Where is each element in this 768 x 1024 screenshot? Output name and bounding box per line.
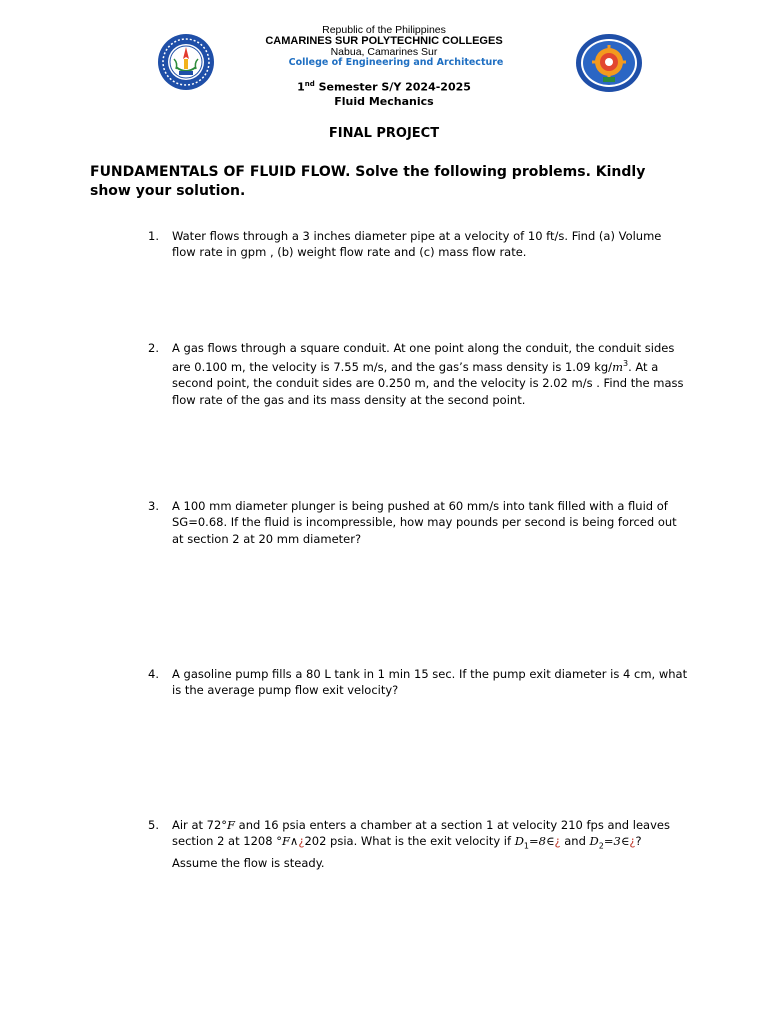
- problem-item: [148, 228, 688, 261]
- problem-number: 5.: [148, 818, 159, 832]
- diameter-symbol: D: [589, 834, 599, 849]
- broken-glyph: ¿: [554, 834, 561, 849]
- problem-text-part: 202 psia. What is the exit velocity if: [304, 834, 515, 849]
- problem-text-part: A gas flows through a square conduit. At one point along the conduit, the conduit sides are 0.100 m, the velocity is 7.55 m/s, and the gas’s mass density is 1.09 kg/: [172, 341, 675, 375]
- problem-number: 2.: [148, 341, 159, 355]
- semester-text: Semester S/Y 2024-2025: [314, 80, 471, 94]
- course-name: Fluid Mechanics: [334, 95, 434, 108]
- diameter-subscript: 1: [523, 841, 530, 851]
- logical-and-symbol: ∧: [289, 834, 299, 849]
- problem-text-part: ? Assume the flow is steady.: [172, 834, 642, 870]
- unit-exponent: 3: [622, 359, 629, 369]
- temperature-unit: °F: [221, 818, 236, 832]
- problem-item: [148, 817, 688, 871]
- diameter-value: =3∈: [603, 834, 630, 849]
- semester-suffix: nd: [304, 80, 315, 88]
- broken-glyph: ¿: [629, 834, 636, 849]
- problem-number: 1.: [148, 229, 159, 243]
- republic-line: Republic of the Philippines: [322, 24, 446, 36]
- diameter-subscript: 2: [598, 841, 604, 851]
- problem-text: [172, 340, 688, 408]
- unit-base: m: [612, 360, 623, 375]
- problem-text: A gasoline pump fills a 80 L tank in 1 min 15 sec. If the pump exit diameter is 4 cm, what is the average pump flow exit velocity?: [172, 667, 688, 698]
- semester-line: [0, 80, 768, 94]
- problem-text-part: Air at 72: [172, 818, 222, 832]
- problem-item: [148, 666, 688, 699]
- instructions: FUNDAMENTALS OF FLUID FLOW. Solve the following problems. Kindly show your solution.: [90, 164, 646, 199]
- college-location: Nabua, Camarines Sur: [330, 46, 438, 58]
- problem-text: [172, 817, 688, 871]
- diameter-symbol: D: [514, 834, 524, 849]
- problem-text: A 100 mm diameter plunger is being pushed at 60 mm/s into tank filled with a fluid of SG=0.68. If the fluid is incompressible, how may pounds per second is being forced out at section 2 at 20 mm diameter?: [172, 499, 677, 546]
- college-name: CAMARINES SUR POLYTECHNIC COLLEGES: [265, 35, 503, 47]
- department-name: College of Engineering and Architecture: [288, 57, 504, 68]
- problem-text-part: . At a second point, the conduit sides are 0.250 m, and the velocity is 2.02 m/s . Find the mass flow rate of the gas and its mass density at the second point.: [172, 360, 684, 407]
- problem-number: 3.: [148, 499, 159, 513]
- broken-glyph: ¿: [298, 834, 305, 849]
- diameter-value: =8∈: [529, 834, 555, 849]
- page-title: FINAL PROJECT: [328, 126, 440, 141]
- problem-text-part: and: [560, 834, 590, 849]
- problem-text: Water flows through a 3 inches diameter pipe at a velocity of 10 ft/s. Find (a) Volume flow rate in gpm , (b) weight flow rate and (c) mass flow rate.: [172, 229, 662, 260]
- semester-number: 1: [297, 80, 305, 94]
- problem-number: 4.: [148, 667, 159, 681]
- problem-text-part: and 16 psia enters a chamber at a section 1 at velocity 210 fps and leaves section 2 at 1208: [172, 818, 670, 849]
- problem-item: [148, 498, 688, 547]
- problem-item: [148, 340, 688, 408]
- temperature-unit: °F: [276, 834, 290, 849]
